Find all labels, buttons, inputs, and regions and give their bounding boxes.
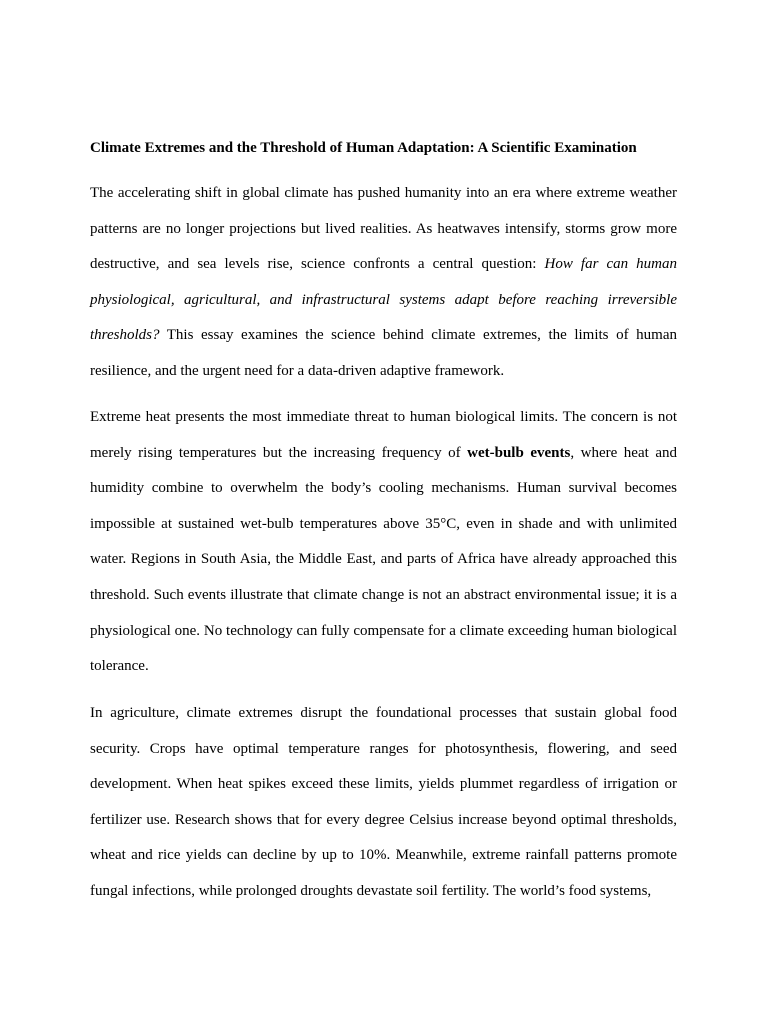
paragraph-extreme-heat	[90, 400, 677, 685]
paragraph-text: Extreme heat presents the most immediate threat to human biological limits. The concern is not merely rising temperatures but the increasing frequency of	[90, 409, 677, 461]
paragraph-introduction	[90, 176, 677, 390]
paragraph-text: In agriculture, climate extremes disrupt the foundational processes that sustain global food security. Crops have optimal temperature ranges for photosynthesis, flowering, and seed development. When heat spikes exceed these limits, yields plummet regardless of irrigation or fertilizer use. Research shows that for every degree Celsius increase beyond optimal thresholds, wheat and rice yields can decline by up to 10%. Meanwhile, extreme rainfall patterns promote fungal infections, while prolonged droughts devastate soil fertility. The world’s food systems,	[90, 705, 677, 899]
central-question: How far can human physiological, agricultural, and infrastructural systems adapt before reaching irreversible thresholds?	[90, 256, 677, 344]
paragraph-text: , where heat and humidity combine to overwhelm the body’s cooling mechanisms. Human survival becomes impossible at sustained wet-bulb temperatures above 35°C, even in shade and with unlimited water. Regions in South Asia, the Middle East, and parts of Africa have already approached this threshold. Such events illustrate that climate change is not an abstract environmental issue; it is a physiological one. No technology can fully compensate for a climate exceeding human biological tolerance.	[90, 444, 677, 675]
paragraph-agriculture	[90, 696, 677, 910]
paragraph-text: This essay examines the science behind climate extremes, the limits of human resilience, and the urgent need for a data-driven adaptive framework.	[90, 327, 677, 379]
wet-bulb-term: wet-bulb events	[467, 444, 571, 461]
document-title: Climate Extremes and the Threshold of Human Adaptation: A Scientific Examination	[90, 140, 637, 156]
paragraph-text: The accelerating shift in global climate has pushed humanity into an era where extreme weather patterns are no longer projections but lived realities. As heatwaves intensify, storms grow more destructive, and sea levels rise, science confronts a central question:	[90, 185, 677, 273]
